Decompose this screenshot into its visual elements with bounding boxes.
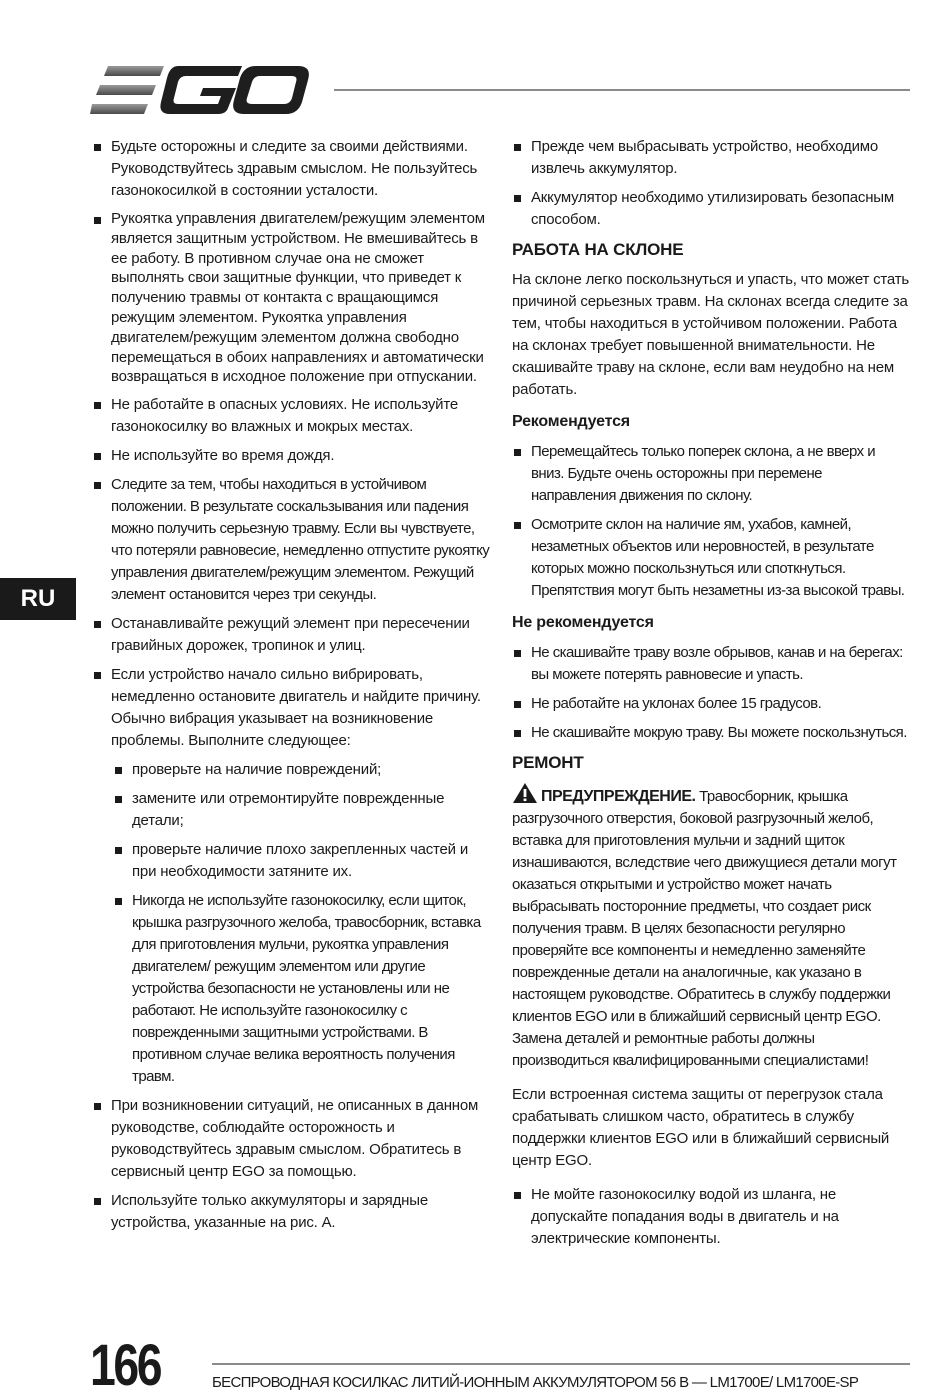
list-item: При возникновении ситуаций, не описанных в данном руководстве, соблюдайте осторожность и руководствуйтесь здравым смыслом. Обратитесь в сервисный центр EGO за помощью. <box>92 1095 492 1183</box>
list-item: Прежде чем выбрасывать устройство, необходимо извлечь аккумулятор. <box>512 136 910 180</box>
warning-text: Травосборник, крышка разгрузочного отверстия, боковой разгрузочный желоб, вставка для приготовления мульчи и задний щиток изнашиваются, вследствие чего движущиеся детали могут оказаться открытыми и устройство может начать выбрасывать посторонние предметы, что создает риск получения травм. В целях безопасности регулярно проверяйте все компоненты и немедленно заменяйте поврежденные детали на аналогичные, как указано в настоящем руководстве. Обратитесь в службу поддержки клиентов EGO или в ближайший сервисный центр EGO. Замена деталей и ремонтные работы должны производиться квалифицированными специалистами! <box>512 788 897 1069</box>
recommended-list <box>512 441 910 602</box>
list-item: Осмотрите склон на наличие ям, ухабов, камней, незаметных объектов или неровностей, в результате которых можно поскользнуться или споткнуться. Препятствия могут быть незаметны из-за высокой травы. <box>512 514 910 602</box>
slope-heading: РАБОТА НА СКЛОНЕ <box>512 240 684 259</box>
sub-list-item: проверьте на наличие повреждений; <box>111 759 492 781</box>
sub-list-item: замените или отремонтируйте поврежденные детали; <box>111 788 492 832</box>
list-item: Не используйте во время дождя. <box>92 445 492 467</box>
right-column <box>512 136 910 1257</box>
sub-list-item: проверьте наличие плохо закрепленных частей и при необходимости затяните их. <box>111 839 492 883</box>
language-tab: RU <box>0 578 76 620</box>
list-item: Перемещайтесь только поперек склона, а не вверх и вниз. Будьте очень осторожны при перемене направления движения по склону. <box>512 441 910 507</box>
list-item: Используйте только аккумуляторы и зарядные устройства, указанные на рис. А. <box>92 1190 492 1234</box>
list-item: Если устройство начало сильно вибрировать, немедленно остановите двигатель и найдите причину. Обычно вибрация указывает на возникновение проблемы. Выполните следующее: <box>92 664 492 752</box>
page-number: 166 <box>90 1333 161 1398</box>
sub-list-item: Никогда не используйте газонокосилку, если щиток, крышка разгрузочного желоба, травосборник, вставка для приготовления мульчи, рукоятка управления двигателем/ режущим элементом или другие устройства безопасности не установлены или не работают. Не используйте газонокосилку с поврежденными защитными устройствами. В противном случае велика вероятность получения травм. <box>111 890 492 1088</box>
not-recommended-heading: Не рекомендуется <box>512 614 654 631</box>
safety-list-continued <box>92 1095 492 1234</box>
list-item: Рукоятка управления двигателем/режущим элементом является защитным устройством. Не вмешивайтесь в ее работу. В противном случае она не сможет выполнять свои защитные функции, что приведет к получению травмы от контакта с вращающимся режущим элементом. Рукоятка управления двигателем/режущим элементом должна свободно перемещаться в обоих направлениях и автоматически возвращаться в исходное положение при отпускании. <box>92 209 492 387</box>
footer-rule <box>212 1363 910 1365</box>
header-rule <box>334 89 910 91</box>
overload-paragraph: Если встроенная система защиты от перегрузок стала срабатывать слишком часто, обратитесь в службу поддержки клиентов EGO или в ближайший сервисный центр EGO. <box>512 1086 890 1169</box>
left-column <box>92 136 492 1241</box>
footer-title: БЕСПРОВОДНАЯ КОСИЛКАС ЛИТИЙ-ИОННЫМ АККУМУЛЯТОРОМ 56 В — LM1700E/ LM1700E-SP <box>212 1374 859 1391</box>
repair-heading: РЕМОНТ <box>512 753 584 772</box>
warning-paragraph <box>512 782 910 1072</box>
recommended-heading: Рекомендуется <box>512 413 630 430</box>
slope-paragraph: На склоне легко поскользнуться и упасть, что может стать причиной серьезных травм. На склонах всегда следите за тем, чтобы находиться в устойчивом положении. Работа на склонах требует повышенной внимательности. Не скашивайте траву на склоне, если вам неудобно на нем работать. <box>512 271 910 398</box>
list-item: Аккумулятор необходимо утилизировать безопасным способом. <box>512 187 910 231</box>
washing-list <box>512 1184 910 1250</box>
list-item: Будьте осторожны и следите за своими действиями. Руководствуйтесь здравым смыслом. Не пользуйтесь газонокосилкой в состоянии усталости. <box>92 136 492 202</box>
ego-logo <box>90 62 312 118</box>
warning-label: ПРЕДУПРЕЖДЕНИЕ. <box>541 788 696 805</box>
list-item: Не скашивайте траву возле обрывов, канав и на берегах: вы можете потерять равновесие и упасть. <box>512 642 910 686</box>
list-item: Не мойте газонокосилку водой из шланга, не допускайте попадания воды в двигатель и на электрические компоненты. <box>512 1184 910 1250</box>
warning-triangle-icon <box>512 782 538 804</box>
list-item: Не скашивайте мокрую траву. Вы можете поскользнуться. <box>512 722 910 744</box>
safety-list <box>92 136 492 752</box>
list-item: Не работайте на уклонах более 15 градусов. <box>512 693 910 715</box>
list-item: Останавливайте режущий элемент при пересечении гравийных дорожек, тропинок и улиц. <box>92 613 492 657</box>
list-item: Не работайте в опасных условиях. Не используйте газонокосилку во влажных и мокрых местах. <box>92 394 492 438</box>
list-item: Следите за тем, чтобы находиться в устойчивом положении. В результате соскальзывания или падения можно получить серьезную травму. Если вы чувствуете, что потеряли равновесие, немедленно отпустите рукоятку управления двигателем/режущим элементом. Режущий элемент остановится через три секунды. <box>92 474 492 606</box>
not-recommended-list <box>512 642 910 744</box>
disposal-list <box>512 136 910 231</box>
vibration-sub-list <box>92 759 492 1088</box>
